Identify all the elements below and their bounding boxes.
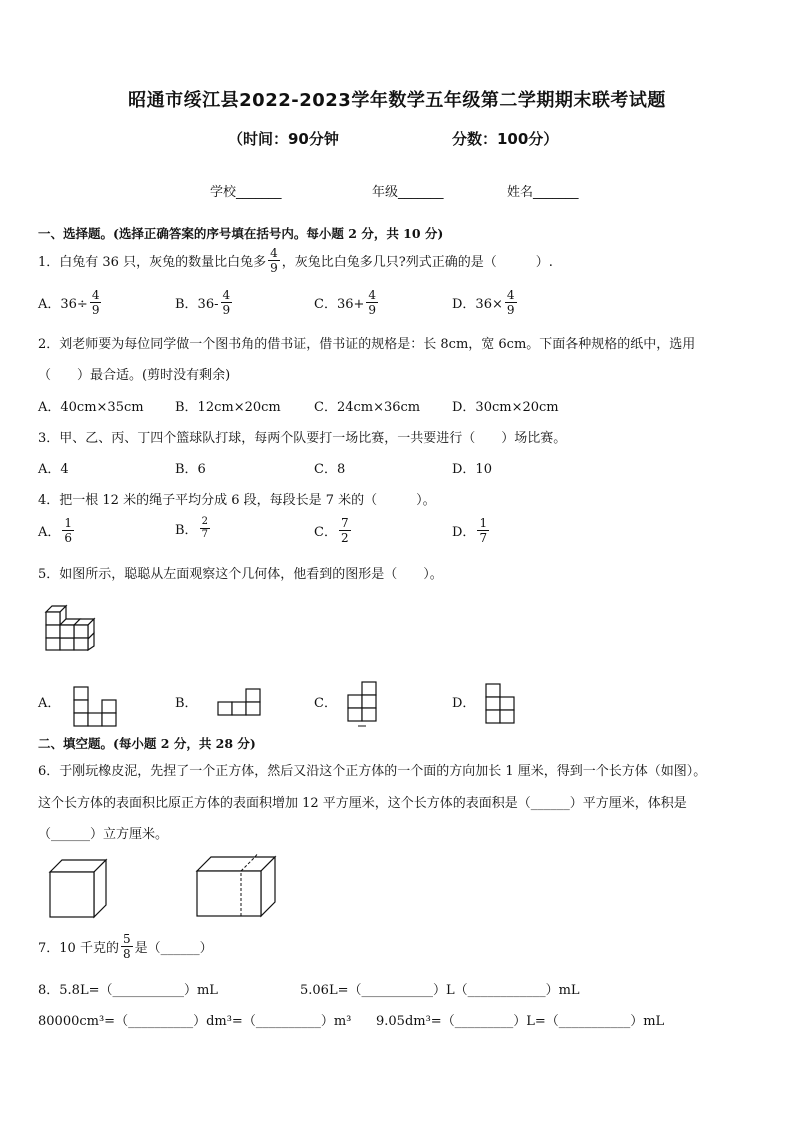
q4-d-num: 1: [479, 516, 488, 530]
grid-cell: [486, 710, 500, 723]
question-6-line3: （______）立方厘米。: [38, 827, 169, 842]
grid-cell: [102, 700, 116, 713]
grid-cell: [88, 713, 102, 726]
q4-a-den: 6: [64, 531, 73, 545]
q7-text-pre: 7．10 千克的: [38, 941, 119, 956]
grid-cell: [362, 695, 376, 708]
grid-cell: [500, 697, 514, 710]
grade-field[interactable]: [372, 181, 444, 200]
q2-option-c[interactable]: C．24cm×36cm: [314, 400, 421, 415]
grid-cell: [362, 682, 376, 695]
q2-option-a[interactable]: A．40cm×35cm: [38, 400, 144, 415]
q4-option-d[interactable]: [452, 516, 491, 545]
q1-fraction: [268, 246, 280, 275]
q7-frac-num: 5: [122, 932, 131, 946]
q1-a-den: 9: [91, 303, 100, 317]
question-6-line2: 这个长方体的表面积比原正方体的表面积增加 12 平方厘米，这个长方体的表面积是（______）平方厘米，体积是: [38, 796, 687, 811]
q1-option-c[interactable]: [314, 288, 380, 317]
q1-frac-den: 9: [270, 261, 278, 275]
grade-label: 年级: [372, 185, 399, 200]
q6-cuboid-figure: [196, 855, 278, 919]
q5-option-a[interactable]: A．: [38, 696, 61, 711]
q5-option-d-figure: [485, 683, 517, 727]
q1-b-den: 9: [222, 303, 231, 317]
grade-blank: _______: [398, 185, 444, 200]
question-8-b[interactable]: 5.06L=（___________）L（____________）mL: [300, 983, 580, 998]
q6-cube-figure: [49, 858, 109, 920]
name-label: 姓名: [507, 185, 534, 200]
cube-front-face: [50, 872, 94, 917]
q4-a-num: 1: [64, 516, 73, 530]
q1-option-a-label: A．36÷: [38, 297, 88, 312]
cube-face: [46, 638, 60, 650]
grid-cell: [218, 702, 232, 715]
q3-option-a[interactable]: A．4: [38, 462, 69, 477]
q7-fraction: [121, 932, 133, 961]
grid-cell: [74, 713, 88, 726]
q4-c-num: 7: [340, 516, 349, 530]
q4-b-den: 7: [201, 529, 208, 540]
q1-text-post: ，灰兔比白兔多几只?列式正确的是（ ）.: [281, 255, 553, 270]
cuboid-front-face: [197, 871, 261, 916]
q5-option-b[interactable]: B．: [175, 696, 198, 711]
q1-text-pre: 1．白兔有 36 只，灰兔的数量比白兔多: [38, 255, 267, 270]
name-field[interactable]: [507, 181, 579, 200]
q5-cube-figure: [44, 602, 104, 652]
grid-cell: [246, 702, 260, 715]
grid-cell: [500, 710, 514, 723]
q3-option-b[interactable]: B．6: [175, 462, 206, 477]
question-1: [38, 246, 553, 275]
q5-option-b-figure: [217, 688, 263, 718]
grid-cell: [486, 697, 500, 710]
q1-option-b[interactable]: [175, 288, 234, 317]
q5-option-c-figure: [347, 681, 379, 727]
exam-score: 分数：100分）: [452, 130, 559, 148]
q1-a-num: 4: [91, 288, 100, 302]
grid-cell: [74, 700, 88, 713]
q1-option-b-label: B．36-: [175, 297, 219, 312]
grid-cell: [348, 695, 362, 708]
q4-option-a-fraction: [62, 516, 74, 545]
q4-option-b-fraction: [200, 516, 210, 541]
q1-b-num: 4: [222, 288, 231, 302]
q7-frac-den: 8: [122, 947, 131, 961]
question-6-line1: 6．于刚玩橡皮泥，先捏了一个正方体，然后又沿这个正方体的一个面的方向加长 1 厘米，得到一个长方体（如图）。: [38, 764, 707, 779]
q7-text-post: 是（______）: [134, 941, 213, 956]
q1-option-d-label: D．36×: [452, 297, 503, 312]
section-heading-choice: 一、选择题。(选择正确答案的序号填在括号内。每小题 2 分，共 10 分): [38, 226, 444, 241]
q4-d-den: 7: [479, 531, 488, 545]
question-7: [38, 932, 213, 961]
school-blank: _______: [236, 185, 282, 200]
grid-cell: [486, 684, 500, 697]
q4-option-d-fraction: [477, 516, 489, 545]
grid-cell: [232, 702, 246, 715]
q4-option-a[interactable]: [38, 516, 76, 545]
q1-option-a-fraction: [90, 288, 102, 317]
q1-d-num: 4: [506, 288, 515, 302]
exam-time: （时间：90分钟: [228, 130, 339, 148]
grid-cell: [74, 687, 88, 700]
q1-c-num: 4: [368, 288, 377, 302]
q4-c-den: 2: [340, 531, 349, 545]
q2-option-d[interactable]: D．30cm×20cm: [452, 400, 559, 415]
q3-option-c[interactable]: C．8: [314, 462, 346, 477]
question-8-a[interactable]: 8．5.8L=（___________）mL: [38, 983, 218, 998]
question-8-c[interactable]: 80000cm³=（__________）dm³=（__________）m³: [38, 1014, 352, 1029]
q4-option-b[interactable]: [175, 516, 212, 541]
question-4: 4．把一根 12 米的绳子平均分成 6 段，每段长是 7 米的（ ）。: [38, 493, 436, 508]
school-field[interactable]: [210, 181, 282, 200]
q4-option-c-label: C．: [314, 525, 337, 540]
name-blank: _______: [533, 185, 579, 200]
q1-option-b-fraction: [221, 288, 233, 317]
q2-option-b[interactable]: B．12cm×20cm: [175, 400, 281, 415]
cube-face: [46, 625, 60, 638]
q4-option-c-fraction: [339, 516, 351, 545]
q5-option-a-figure: [73, 686, 117, 728]
q4-option-b-label: B．: [175, 523, 198, 538]
question-3: 3．甲、乙、丙、丁四个篮球队打球，每两个队要打一场比赛，一共要进行（ ）场比赛。: [38, 431, 567, 446]
school-label: 学校: [210, 185, 237, 200]
question-5: 5．如图所示，聪聪从左面观察这个几何体，他看到的图形是（ ）。: [38, 567, 443, 582]
question-2-line1: 2．刘老师要为每位同学做一个图书角的借书证，借书证的规格是：长 8cm，宽 6cm。下面各种规格的纸中，选用: [38, 337, 696, 352]
q1-option-c-label: C．36+: [314, 297, 365, 312]
q1-frac-num: 4: [270, 246, 278, 260]
grid-cell: [362, 708, 376, 721]
cube-face: [74, 638, 88, 650]
q4-option-d-label: D．: [452, 525, 476, 540]
q5-option-c[interactable]: C．: [314, 696, 337, 711]
cube-face: [60, 625, 74, 638]
cube-face: [74, 625, 88, 638]
grid-cell: [348, 708, 362, 721]
q1-option-d-fraction: [505, 288, 517, 317]
grid-cell: [102, 713, 116, 726]
question-2-line2: （ ）最合适。(剪时没有剩余): [38, 368, 231, 383]
page-title: 昭通市绥江县2022-2023学年数学五年级第二学期期末联考试题: [128, 90, 666, 111]
cube-face: [46, 612, 60, 625]
q4-option-a-label: A．: [38, 525, 61, 540]
q1-d-den: 9: [506, 303, 515, 317]
q5-option-d[interactable]: D．: [452, 696, 476, 711]
cube-face: [60, 638, 74, 650]
q3-option-d[interactable]: D．10: [452, 462, 492, 477]
q4-option-c[interactable]: [314, 516, 353, 545]
q1-option-a[interactable]: [38, 288, 103, 317]
section-heading-fill: 二、填空题。(每小题 2 分，共 28 分): [38, 736, 256, 751]
q4-b-num: 2: [201, 516, 208, 527]
q1-option-d[interactable]: [452, 288, 519, 317]
q1-c-den: 9: [368, 303, 377, 317]
q1-option-c-fraction: [366, 288, 378, 317]
q5-cube-group: [46, 606, 94, 650]
question-8-d[interactable]: 9.05dm³=（_________）L=（___________）mL: [376, 1014, 665, 1029]
grid-cell: [246, 689, 260, 702]
